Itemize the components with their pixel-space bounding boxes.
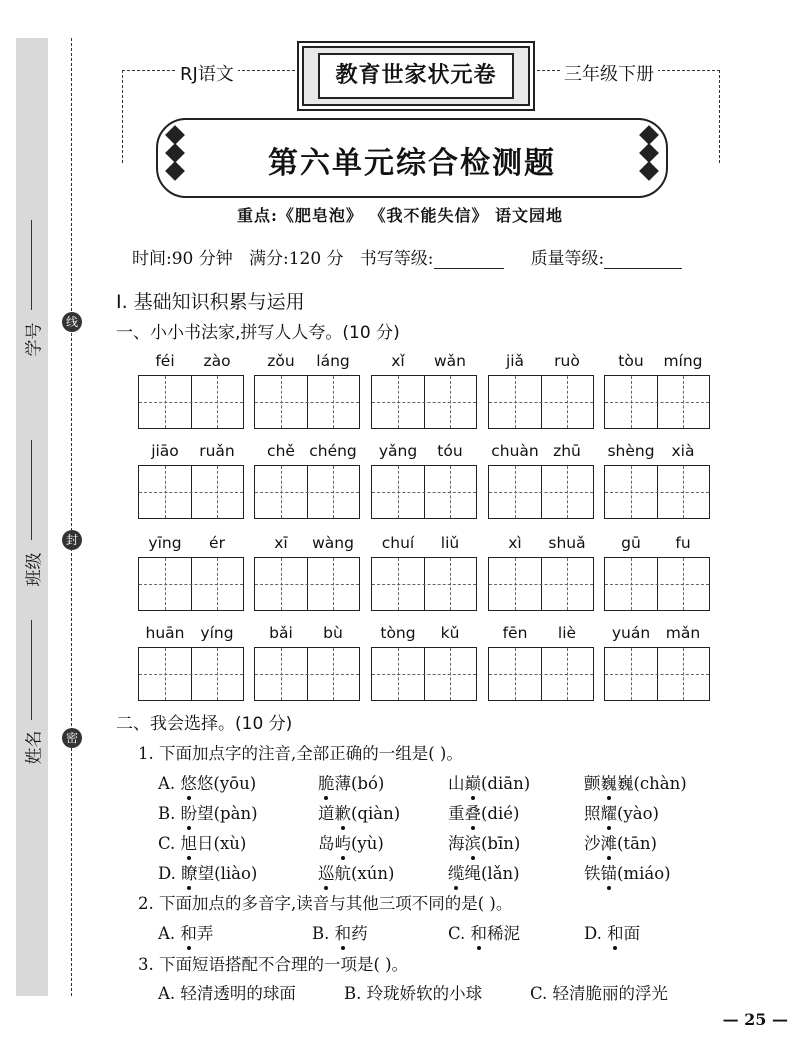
option-text: (yào) [617,804,659,823]
option-2-1-a-3 [448,770,530,794]
guide-line [489,402,593,403]
writing-box[interactable] [488,375,594,429]
option-2-1-d-1[interactable] [158,860,257,884]
option-text: C. 和稀泥 [448,924,520,943]
pinyin-label: shèng [607,442,655,460]
writing-box[interactable] [138,557,244,611]
option-text: 悠(yōu) [196,774,257,793]
option-text: 道 [318,804,335,823]
pinyin-label: tóu [437,442,463,460]
class-label: 班级 [24,552,45,587]
option-text: (bīn) [481,834,521,853]
option-2-2-d[interactable] [584,920,640,944]
writing-box[interactable] [604,647,710,701]
option-2-1-b-4 [584,800,659,824]
pinyin-label: liè [557,624,577,642]
writing-box[interactable] [138,647,244,701]
option-text: 薄(bó) [334,774,385,793]
pinyin-label: zhū [553,442,581,460]
writing-box[interactable] [604,465,710,519]
dotted-character: 耀 [601,800,618,824]
seal-line-mark: 线 [62,312,82,332]
option-text: 铁 [584,864,601,883]
question-2-3-stem: 3. 下面短语搭配不合理的一项是( )。 [138,955,409,974]
dotted-character: 叠 [465,800,482,824]
option-text: 颤 [584,774,601,793]
option-text: 山 [448,774,465,793]
pinyin-label: gū [621,534,641,552]
series-scroll [302,46,530,106]
pinyin-label: zào [203,352,231,370]
pinyin-label: xì [508,534,522,552]
option-2-1-a-1[interactable] [158,770,256,794]
option-text: D. 和面 [584,924,640,943]
guide-line [605,584,709,585]
pinyin-label: bù [323,624,343,642]
writing-box[interactable] [488,557,594,611]
cut-line [71,38,72,996]
option-2-3-b[interactable] [344,980,482,1004]
option-2-1-d-3 [448,860,520,884]
option-text: 岛 [318,834,335,853]
guide-line [605,402,709,403]
pinyin-label: ér [209,534,225,552]
time-limit: 时间:90 分钟 [132,249,233,269]
name-blank[interactable] [31,620,32,720]
option-text: 日(xù) [197,834,247,853]
dotted-character: 缆 [448,860,465,884]
option-text: D. [158,864,182,883]
student-id-label: 学号 [24,322,45,357]
writing-box[interactable] [254,557,360,611]
guide-line [255,584,359,585]
pinyin-label: kǔ [440,624,460,642]
full-score: 满分:120 分 [248,249,344,269]
guide-line [605,674,709,675]
pinyin-label: yíng [200,624,234,642]
student-id-blank[interactable] [31,220,32,310]
guide-line [372,674,476,675]
pinyin-label: yīng [148,534,182,552]
pinyin-label: xǐ [391,352,405,370]
writing-box[interactable] [371,375,477,429]
guide-line [372,492,476,493]
pinyin-label: zǒu [267,352,295,370]
page-title: 第六单元综合检测题 [268,146,556,181]
pinyin-label: fēn [502,624,528,642]
option-text: A. 和弄 [158,924,213,943]
option-text: 重 [448,804,465,823]
option-text: (diān) [481,774,531,793]
option-2-1-d-2 [318,860,394,884]
option-2-1-d-4 [584,860,671,884]
writing-box[interactable] [138,465,244,519]
guide-line [255,674,359,675]
writing-box[interactable] [254,375,360,429]
pinyin-label: chéng [309,442,357,460]
writing-box[interactable] [488,647,594,701]
pinyin-label: ruò [554,352,580,370]
option-2-2-c[interactable] [448,920,520,944]
writing-box[interactable] [371,557,477,611]
question-2-title: 二、我会选择。(10 分) [116,714,293,734]
pinyin-label: yuán [611,624,651,642]
pinyin-label: xī [274,534,288,552]
writing-box[interactable] [371,647,477,701]
pinyin-label: chě [267,442,295,460]
guide-line [139,584,243,585]
option-text: 巍(chàn) [617,774,687,793]
option-text: (yù) [351,834,384,853]
binding-strip [16,38,48,996]
pinyin-label: féi [155,352,175,370]
seal-secret-mark: 密 [62,728,82,748]
guide-line [255,492,359,493]
option-text: B. [158,804,181,823]
dotted-character: 巡 [318,860,335,884]
pinyin-label: shuǎ [548,534,586,552]
seal-seal-mark: 封 [62,530,82,550]
dotted-character: 脆 [318,770,335,794]
option-2-1-c-4 [584,830,657,854]
option-2-3-a[interactable] [158,980,296,1004]
question-2-1-stem: 1. 下面加点字的注音,全部正确的一组是( )。 [138,744,463,763]
dotted-character: 巍 [601,770,618,794]
dotted-character: 滨 [465,830,482,854]
pinyin-label: wàng [312,534,354,552]
writing-box[interactable] [371,465,477,519]
option-text: B. 和药 [312,924,368,943]
option-text: A. [158,774,181,793]
writing-grade-blank[interactable] [434,254,504,269]
option-2-2-a[interactable] [158,920,213,944]
title-banner [156,118,668,198]
pinyin-label: tòng [380,624,416,642]
question-1-title: 一、小小书法家,拼写人人夸。(10 分) [116,323,400,343]
dotted-character: 和 [471,920,488,944]
pinyin-label: jiāo [151,442,179,460]
option-text: 航(xún) [334,864,395,883]
pinyin-label: chuàn [491,442,539,460]
option-2-3-c[interactable] [530,980,668,1004]
guide-line [489,674,593,675]
guide-line [255,402,359,403]
focus-line: 重点:《肥皂泡》 《我不能失信》 语文园地 [236,206,564,225]
page-number: — 25 — [722,1010,788,1029]
name-label: 姓名 [24,730,45,765]
pinyin-label: míng [663,352,703,370]
option-text: 绳(lǎn) [464,864,520,883]
question-2-2-stem: 2. 下面加点的多音字,读音与其他三项不同的是( )。 [138,894,513,913]
pinyin-label: bǎi [269,624,293,642]
option-2-1-c-1[interactable] [158,830,246,854]
dotted-character: 瞭 [181,860,198,884]
pinyin-label: huān [145,624,185,642]
quality-grade-blank[interactable] [604,254,682,269]
pinyin-label: mǎn [665,624,701,642]
option-text: (tān) [617,834,657,853]
option-2-1-a-2 [318,770,384,794]
writing-box[interactable] [604,557,710,611]
writing-box[interactable] [254,647,360,701]
guide-line [605,492,709,493]
option-text: 照 [584,804,601,823]
dotted-character: 悠 [180,770,197,794]
quality-grade-label: 质量等级: [530,249,605,269]
guide-line [372,584,476,585]
writing-grade-label: 书写等级: [359,249,434,269]
subject-tag: RJ语文 [176,60,238,86]
option-text: 望(pàn) [197,804,258,823]
option-text: 海 [448,834,465,853]
pinyin-label: xià [671,442,695,460]
option-text: (dié) [481,804,520,823]
grade-tag: 三年级下册 [560,60,658,86]
pinyin-label: jiǎ [505,352,525,370]
guide-line [372,402,476,403]
dotted-character: 旭 [181,830,198,854]
dotted-character: 和 [180,920,197,944]
dotted-character: 歉 [335,800,352,824]
option-text: 沙 [584,834,601,853]
dotted-character: 锚 [601,860,618,884]
dotted-character: 和 [335,920,352,944]
pinyin-label: wǎn [434,352,466,370]
option-text: 望(liào) [197,864,258,883]
pinyin-label: fu [675,534,691,552]
dotted-character: 巅 [465,770,482,794]
dotted-character: 滩 [601,830,618,854]
pinyin-label: yǎng [378,442,418,460]
option-text: (miáo) [617,864,671,883]
option-2-1-b-1[interactable] [158,800,258,824]
writing-box[interactable] [604,375,710,429]
guide-line [139,402,243,403]
option-2-2-b[interactable] [312,920,368,944]
part-heading: Ⅰ. 基础知识积累与运用 [116,291,305,313]
option-text: C. [158,834,181,853]
pinyin-label: chuí [381,534,415,552]
pinyin-label: tòu [618,352,644,370]
guide-line [489,584,593,585]
pinyin-label: ruǎn [199,442,235,460]
option-text: B. 玲珑娇软的小球 [344,984,483,1003]
writing-box[interactable] [138,375,244,429]
series-title: 教育世家状元卷 [318,53,514,99]
guide-line [139,492,243,493]
option-2-1-b-3 [448,800,519,824]
dotted-character: 和 [607,920,624,944]
dotted-character: 盼 [181,800,198,824]
writing-box[interactable] [488,465,594,519]
option-2-1-b-2 [318,800,400,824]
option-text: A. 轻清透明的球面 [158,984,296,1003]
exam-meta [132,244,682,269]
class-blank[interactable] [31,440,32,540]
option-text: (qiàn) [351,804,401,823]
option-2-1-a-4 [584,770,687,794]
pinyin-label: láng [316,352,350,370]
dotted-character: 屿 [335,830,352,854]
option-text: C. 轻清脆丽的浮光 [530,984,669,1003]
option-2-1-c-3 [448,830,520,854]
writing-box[interactable] [254,465,360,519]
pinyin-label: liǔ [440,534,460,552]
option-2-1-c-2 [318,830,384,854]
guide-line [139,674,243,675]
guide-line [489,492,593,493]
